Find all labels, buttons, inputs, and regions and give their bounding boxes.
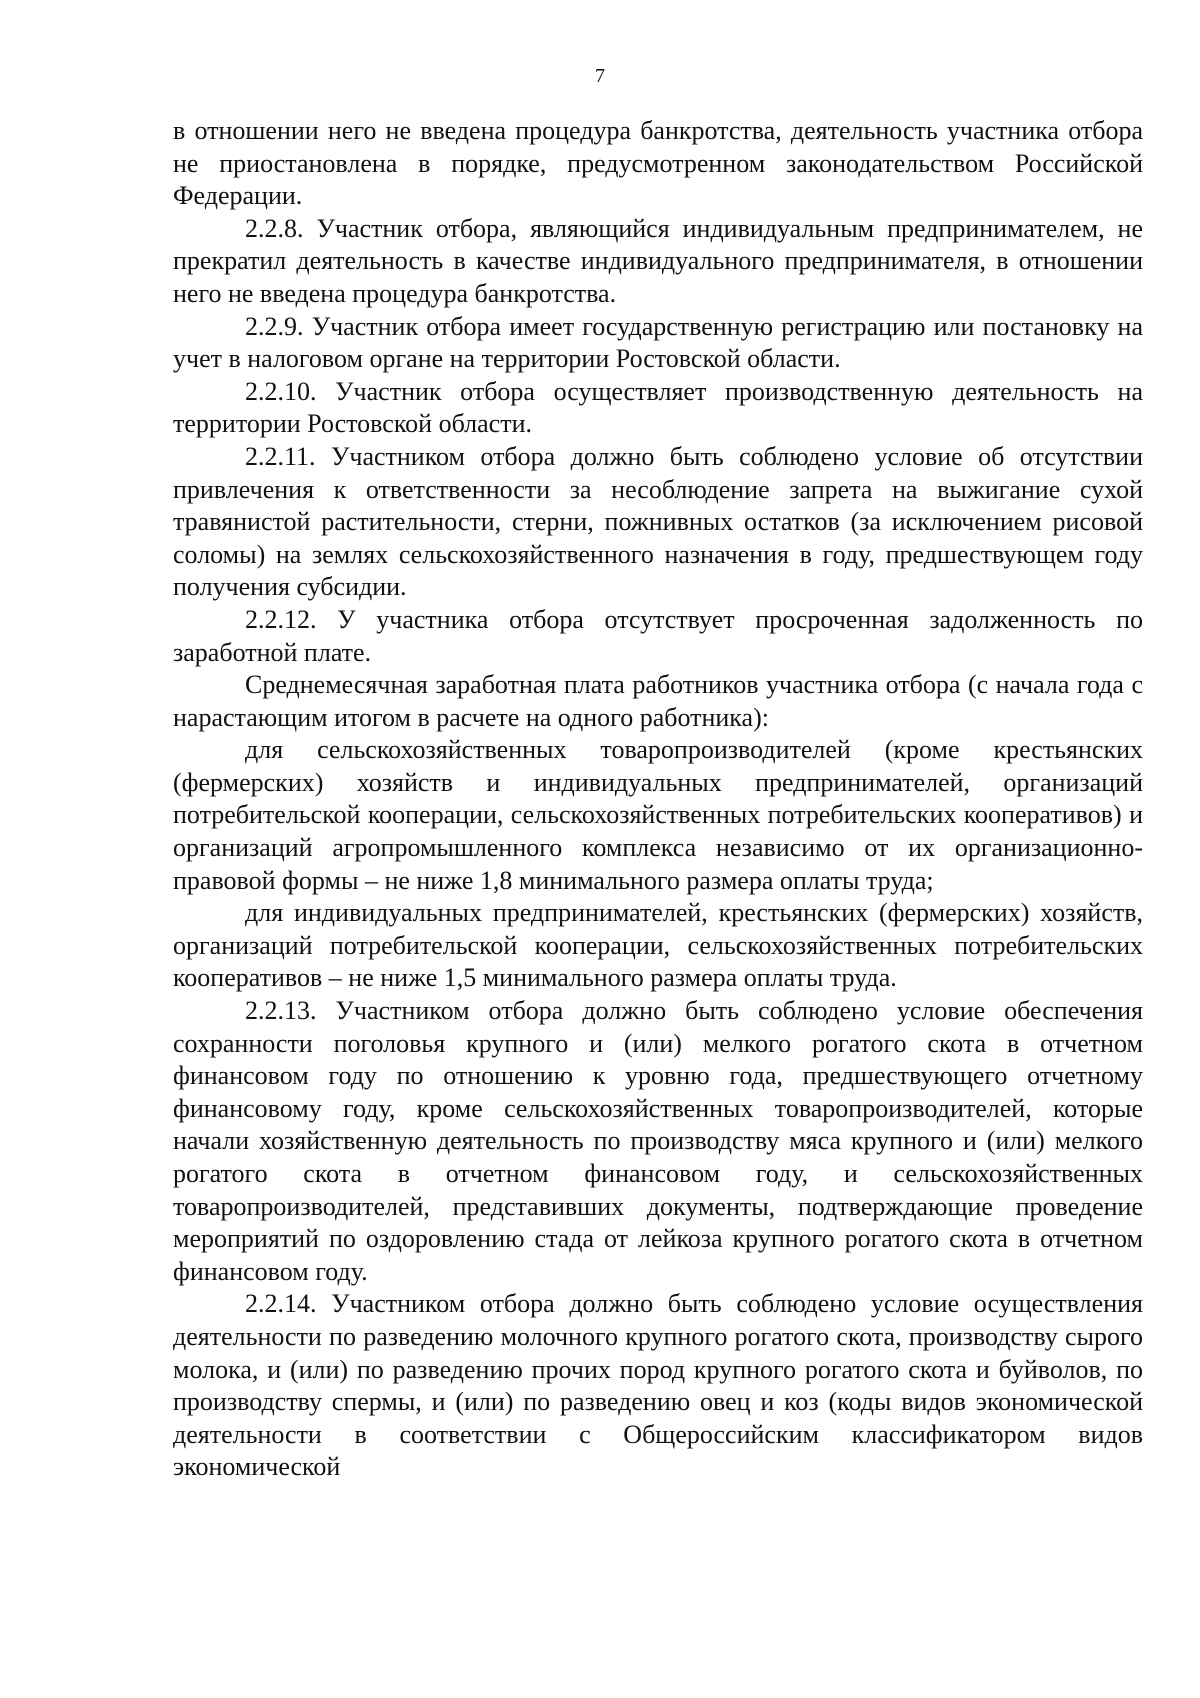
paragraph: для индивидуальных предпринимателей, крестьянских (фермерских) хозяйств, организаций потребительской кооперации, сельскохозяйственных потребительских кооперативов – не ниже 1,5 минимального размера оплаты труда. [173,898,1143,993]
paragraph: 2.2.13. Участником отбора должно быть соблюдено условие обеспечения сохранности поголовья крупного и (или) мелкого рогатого скота в отчетном финансовом году по отношению к уровню года, предшествующего отчетному финансовому году, кроме сельскохозяйственных товаропроизводителей, которые начали хозяйственную деятельность по производству мяса крупного и (или) мелкого рогатого скота в отчетном финансовом году, и сельскохозяйственных товаропроизводителей, представивших документы, подтверждающие проведение мероприятий по оздоровлению стада от лейкоза крупного рогатого скота в отчетном финансовом году. [173,996,1143,1286]
paragraph: 2.2.12. У участника отбора отсутствует просроченная задолженность по заработной плате. [173,604,1143,667]
page-number: 7 [595,65,605,87]
paragraph: 2.2.8. Участник отбора, являющийся индивидуальным предпринимателем, не прекратил деятельность в качестве индивидуального предпринимателя, в отношении него не введена процедура банкротства. [173,213,1143,308]
paragraph: в отношении него не введена процедура банкротства, деятельность участника отбора не приостановлена в порядке, предусмотренном законодательством Российской Федерации. [173,116,1143,211]
paragraph: 2.2.9. Участник отбора имеет государственную регистрацию или постановку на учет в налоговом органе на территории Ростовской области. [173,311,1143,374]
paragraph: 2.2.14. Участником отбора должно быть соблюдено условие осуществления деятельности по разведению молочного крупного рогатого скота, производству сырого молока, и (или) по разведению прочих пород крупного рогатого скота и буйволов, по производству спермы, и (или) по разведению овец и коз (коды видов экономической деятельности в соответствии с Общероссийским классификатором видов экономической [173,1289,1143,1482]
document-body [173,115,1143,1484]
paragraph: Среднемесячная заработная плата работников участника отбора (с начала года с нарастающим итогом в расчете на одного работника): [173,670,1143,732]
paragraph: для сельскохозяйственных товаропроизводителей (кроме крестьянских (фермерских) хозяйств и индивидуальных предпринимателей, организаций потребительской кооперации, сельскохозяйственных потребительских кооперативов) и организаций агропромышленного комплекса независимо от их организационно-правовой формы – не ниже 1,8 минимального размера оплаты труда; [173,735,1143,895]
paragraph: 2.2.10. Участник отбора осуществляет производственную деятельность на территории Ростовской области. [173,376,1143,439]
paragraph: 2.2.11. Участником отбора должно быть соблюдено условие об отсутствии привлечения к ответственности за несоблюдение запрета на выжигание сухой травянистой растительности, стерни, пожнивных остатков (за исключением рисовой соломы) на землях сельскохозяйственного назначения в году, предшествующем году получения субсидии. [173,441,1143,602]
